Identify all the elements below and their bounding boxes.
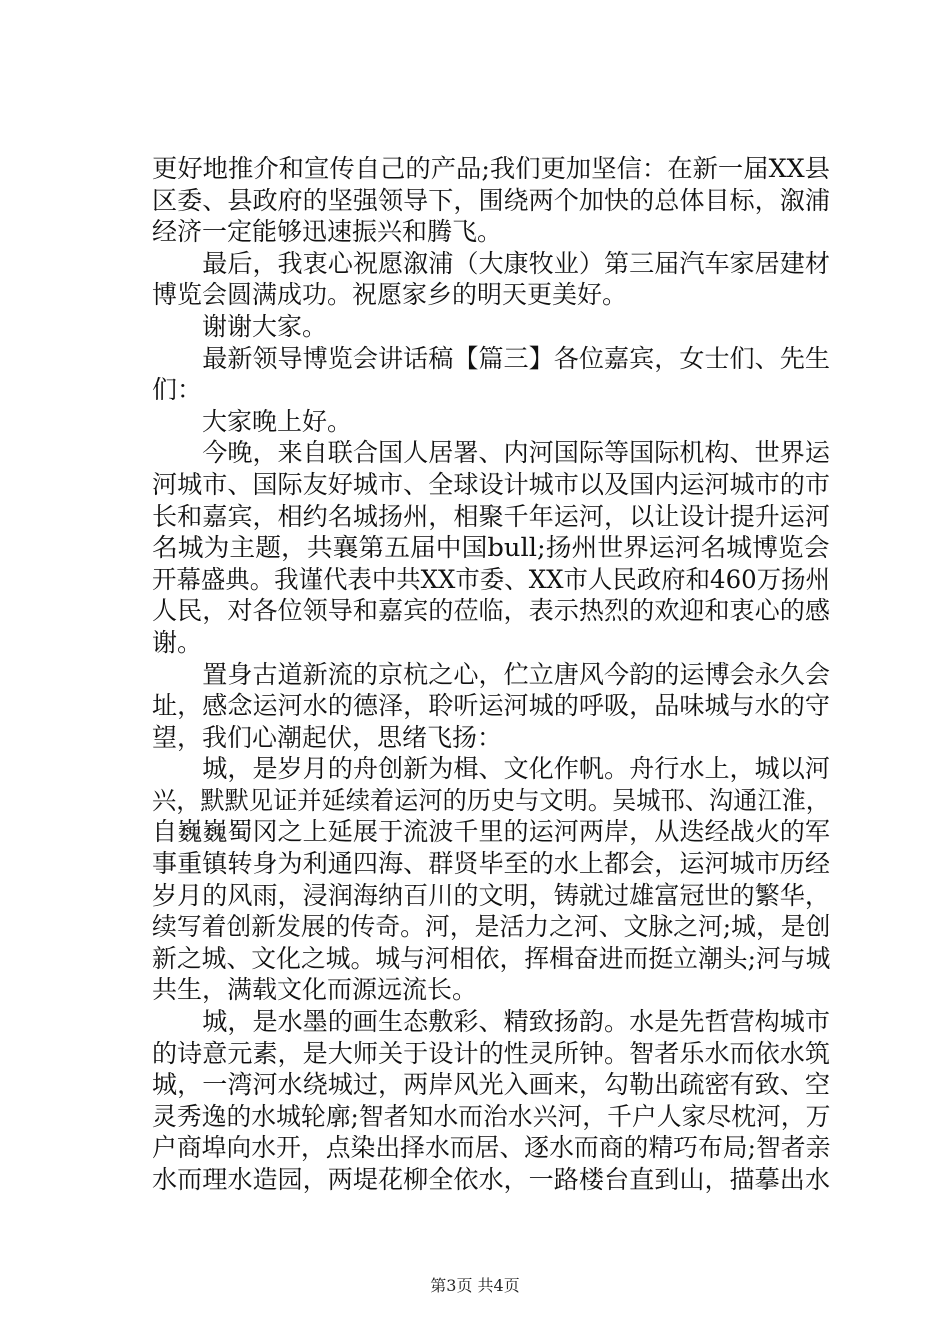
text-line: 人民，对各位领导和嘉宾的莅临，表示热烈的欢迎和衷心的感 — [152, 596, 831, 625]
text-line: 兴，默默见证并延续着运河的历史与文明。吴城邗、沟通江淮， — [152, 786, 831, 815]
text-line: 置身古道新流的京杭之心，伫立唐风今韵的运博会永久会 — [152, 660, 831, 689]
text-line: 新之城、文化之城。城与河相依，挥楫奋进而挺立潮头;河与城 — [152, 944, 831, 973]
text-line: 区委、县政府的坚强领导下，围绕两个加快的总体目标，溆浦 — [152, 186, 831, 215]
text-line: 事重镇转身为利通四海、群贤毕至的水上都会，运河城市历经 — [152, 849, 831, 878]
text-line: 城，是岁月的舟创新为楫、文化作帆。舟行水上，城以河 — [152, 754, 831, 783]
text-line: 最新领导博览会讲话稿【篇三】各位嘉宾，女士们、先生 — [152, 344, 831, 373]
text-line: 的诗意元素，是大师关于设计的性灵所钟。智者乐水而依水筑 — [152, 1039, 831, 1068]
text-line: 最后，我衷心祝愿溆浦（大康牧业）第三届汽车家居建材 — [152, 249, 831, 278]
text-line: 今晚，来自联合国人居署、内河国际等国际机构、世界运 — [152, 438, 831, 467]
text-line: 长和嘉宾，相约名城扬州，相聚千年运河，以让设计提升运河 — [152, 502, 831, 531]
text-line: 城，是水墨的画生态敷彩、精致扬韵。水是先哲营构城市 — [152, 1007, 831, 1036]
text-line: 城，一湾河水绕城过，两岸风光入画来，勾勒出疏密有致、空 — [152, 1070, 831, 1099]
text-line: 户商埠向水开，点染出择水而居、逐水而商的精巧布局;智者亲 — [152, 1133, 831, 1162]
text-line: 续写着创新发展的传奇。河，是活力之河、文脉之河;城，是创 — [152, 912, 831, 941]
text-line: 谢谢大家。 — [152, 312, 328, 341]
text-line: 大家晚上好。 — [152, 407, 353, 436]
text-line: 们： — [152, 375, 203, 404]
text-line: 岁月的风雨，浸润海纳百川的文明，铸就过雄富冠世的繁华， — [152, 881, 831, 910]
text-line: 经济一定能够迅速振兴和腾飞。 — [152, 217, 503, 246]
text-line: 望，我们心潮起伏，思绪飞扬： — [152, 723, 503, 752]
text-line: 谢。 — [152, 628, 203, 657]
text-line: 更好地推介和宣传自己的产品;我们更加坚信：在新一届XX县 — [152, 154, 831, 183]
text-line: 博览会圆满成功。祝愿家乡的明天更美好。 — [152, 280, 628, 309]
page-number-footer: 第3页 共4页 — [430, 1276, 520, 1295]
text-line: 名城为主题，共襄第五届中国bull;扬州世界运河名城博览会 — [152, 533, 830, 562]
text-line: 共生，满载文化而源远流长。 — [152, 975, 478, 1004]
text-line: 开幕盛典。我谨代表中共XX市委、XX市人民政府和460万扬州 — [152, 565, 830, 594]
text-line: 自巍巍蜀冈之上延展于流波千里的运河两岸，从迭经战火的军 — [152, 817, 831, 846]
text-line: 址，感念运河水的德泽，聆听运河城的呼吸，品味城与水的守 — [152, 691, 831, 720]
text-line: 灵秀逸的水城轮廓;智者知水而治水兴河，千户人家尽枕河，万 — [152, 1102, 831, 1131]
text-line: 水而理水造园，两堤花柳全依水，一路楼台直到山，描摹出水 — [152, 1165, 831, 1194]
text-line: 河城市、国际友好城市、全球设计城市以及国内运河城市的市 — [152, 470, 831, 499]
